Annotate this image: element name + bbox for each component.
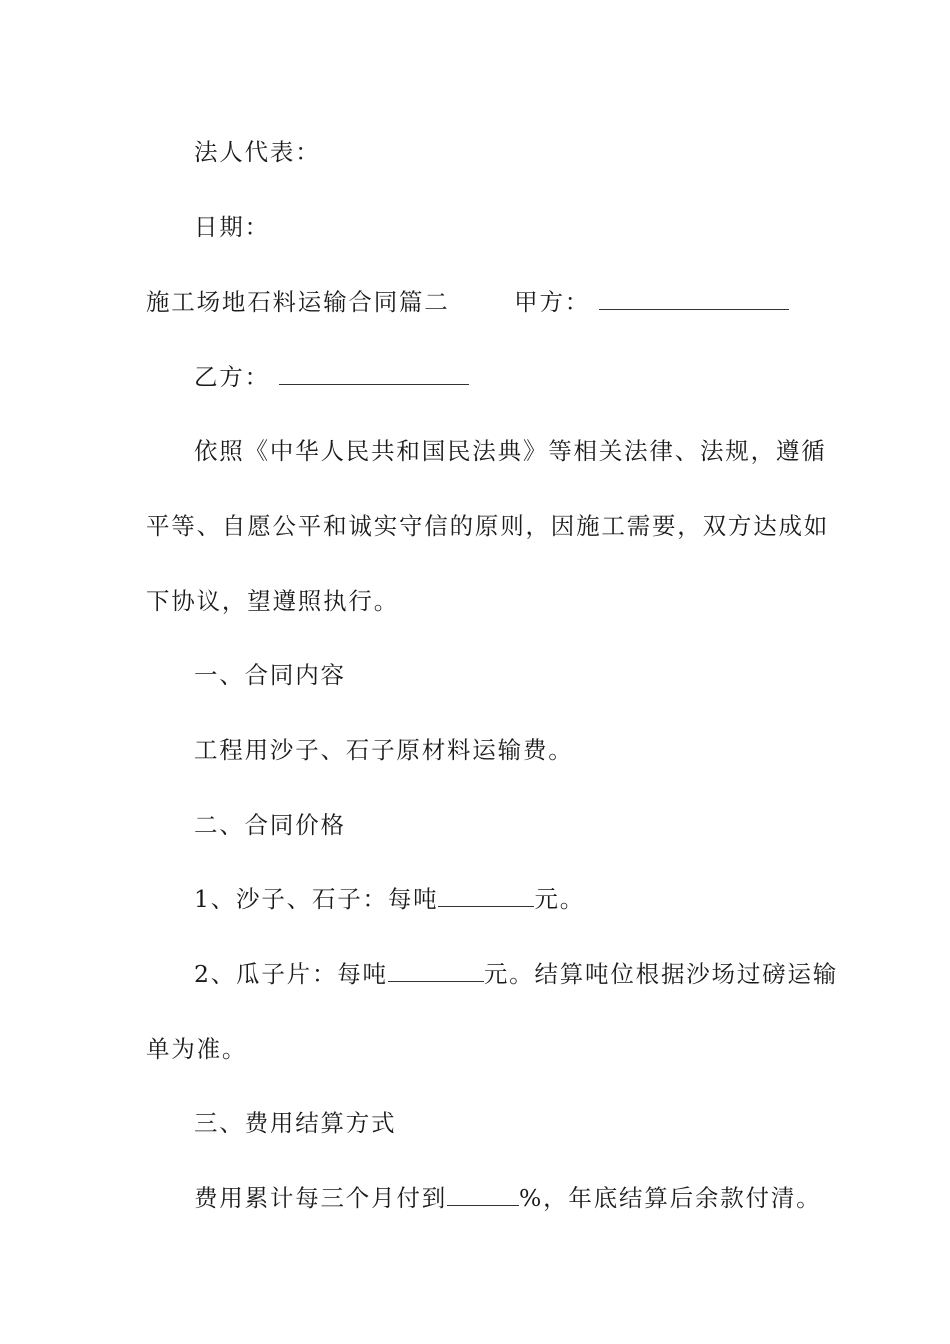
preamble-line-1: 依照《中华人民共和国民法典》等相关法律、法规，遵循	[194, 437, 827, 465]
payment-suffix: %，年底结算后余款付清。	[519, 1184, 822, 1212]
clause-1-heading: 一、合同内容	[194, 661, 346, 689]
clause-2-heading: 二、合同价格	[194, 811, 346, 839]
payment-terms	[194, 1183, 821, 1213]
party-b-label: 乙方：	[194, 363, 270, 391]
preamble-line-3: 下协议，望遵照执行。	[146, 587, 399, 615]
price-2-suffix: 元。结算吨位根据沙场过磅运输	[483, 960, 839, 988]
price-item-1	[194, 884, 585, 914]
party-a-blank	[599, 287, 789, 310]
party-b-line	[194, 362, 469, 392]
clause-3-heading: 三、费用结算方式	[194, 1109, 397, 1137]
price-1-blank	[438, 884, 534, 907]
payment-percent-blank	[447, 1183, 519, 1206]
price-2-prefix: 2、瓜子片：每吨	[194, 960, 388, 988]
party-a-label: 甲方：	[514, 288, 591, 316]
price-item-2-continued: 单为准。	[146, 1035, 248, 1063]
payment-prefix: 费用累计每三个月付到	[194, 1184, 447, 1212]
contract-title-line	[146, 287, 789, 317]
date-label: 日期：	[194, 213, 270, 241]
price-item-2	[194, 959, 838, 989]
clause-1-body: 工程用沙子、石子原材料运输费。	[194, 736, 574, 764]
price-1-suffix: 元。	[534, 885, 586, 913]
section-title: 施工场地石料运输合同篇二	[146, 288, 450, 316]
preamble-line-2: 平等、自愿公平和诚实守信的原则，因施工需要，双方达成如	[146, 512, 830, 540]
party-b-blank	[279, 362, 469, 385]
price-1-prefix: 1、沙子、石子：每吨	[194, 885, 439, 913]
price-2-blank	[388, 959, 484, 982]
legal-rep-label: 法人代表：	[194, 138, 321, 166]
